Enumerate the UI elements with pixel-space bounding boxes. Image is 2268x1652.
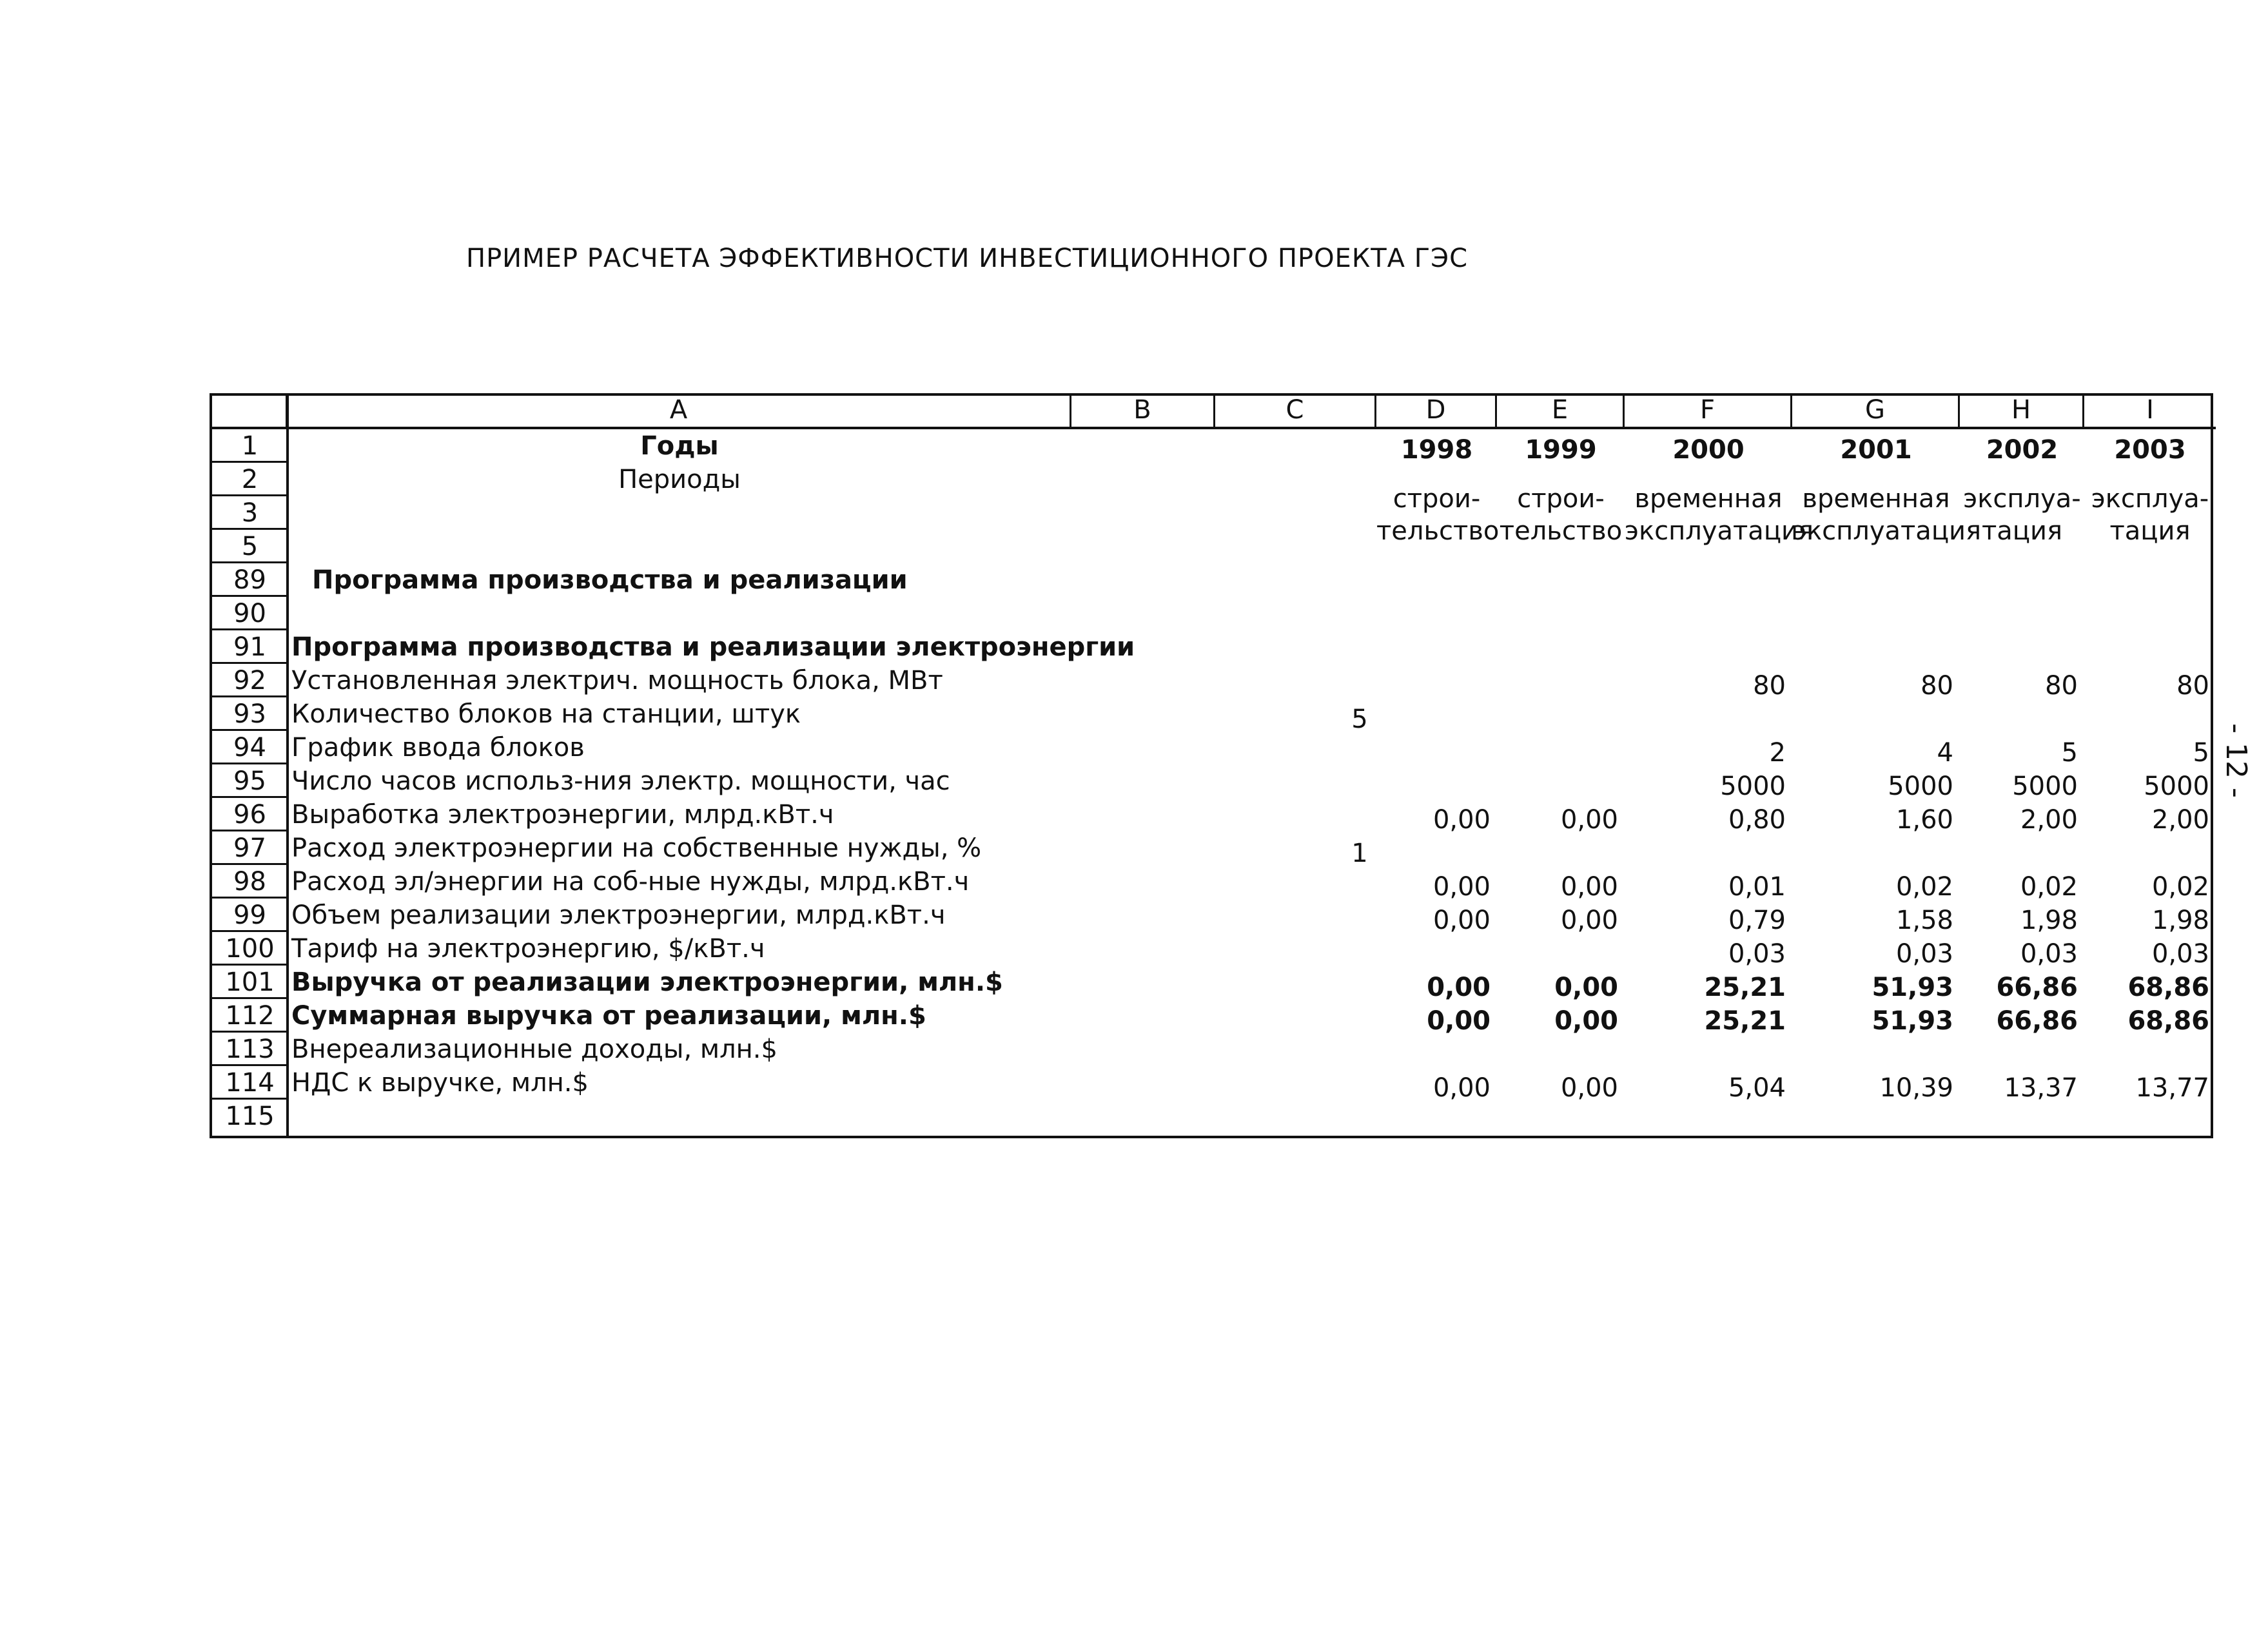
cell-i-100: 0,03 bbox=[2151, 939, 2209, 969]
cell-i-94: 5 bbox=[2193, 738, 2209, 768]
row-label-97: Расход электроэнергии на собственные нужды, % bbox=[291, 833, 982, 863]
cell-d-98: 0,00 bbox=[1432, 872, 1491, 902]
spreadsheet-table bbox=[210, 393, 2213, 1138]
row-number-96[interactable]: 96 bbox=[212, 798, 288, 831]
row-number-93[interactable]: 93 bbox=[212, 697, 288, 731]
cell-d-114: 0,00 bbox=[1432, 1073, 1491, 1103]
row-number-94[interactable]: 94 bbox=[212, 731, 288, 764]
period-line2-3: эксплуатация bbox=[1792, 516, 1982, 546]
cell-e-112: 0,00 bbox=[1554, 1006, 1618, 1036]
years-label: Годы bbox=[640, 431, 719, 461]
cell-i-98: 0,02 bbox=[2151, 872, 2209, 902]
cell-h-95: 5000 bbox=[2012, 772, 2078, 801]
row-label-98: Расход эл/энергии на соб-ные нужды, млрд.кВт.ч bbox=[291, 867, 970, 897]
page-number: - 12 - bbox=[2220, 723, 2253, 798]
cell-i-112: 68,86 bbox=[2127, 1006, 2209, 1036]
cell-i-95: 5000 bbox=[2144, 772, 2209, 801]
cell-h-101: 66,86 bbox=[1996, 973, 2078, 1002]
cell-f-112: 25,21 bbox=[1704, 1006, 1786, 1036]
row-label-101: Выручка от реализации электроэнергии, млн.$ bbox=[291, 967, 1003, 997]
cell-g-112: 51,93 bbox=[1872, 1006, 1953, 1036]
row-number-101[interactable]: 101 bbox=[212, 966, 288, 999]
cell-g-98: 0,02 bbox=[1895, 872, 1953, 902]
year-1998: 1998 bbox=[1400, 435, 1473, 465]
section-heading: Программа производства и реализации bbox=[312, 565, 908, 595]
cell-f-94: 2 bbox=[1769, 738, 1786, 768]
column-header-h[interactable]: H bbox=[1960, 396, 2084, 429]
row-label-92: Установленная электрич. мощность блока, МВт bbox=[291, 666, 943, 695]
row-number-115[interactable]: 115 bbox=[225, 1102, 275, 1131]
cell-i-114: 13,77 bbox=[2135, 1073, 2209, 1103]
row-label-96: Выработка электроэнергии, млрд.кВт.ч bbox=[291, 800, 834, 830]
period-line1-0: строи- bbox=[1393, 484, 1481, 514]
column-header-a[interactable]: A bbox=[288, 396, 1071, 429]
period-line2-1: тельство bbox=[1499, 516, 1623, 546]
cell-d-112: 0,00 bbox=[1427, 1006, 1491, 1036]
row-number-95[interactable]: 95 bbox=[212, 764, 288, 798]
cell-f-100: 0,03 bbox=[1728, 939, 1786, 969]
cell-i-99: 1,98 bbox=[2151, 906, 2209, 935]
column-header-g[interactable]: G bbox=[1792, 396, 1960, 429]
cell-h-98: 0,02 bbox=[2020, 872, 2078, 902]
row-number-113[interactable]: 113 bbox=[212, 1033, 288, 1066]
cell-i-101: 68,86 bbox=[2127, 973, 2209, 1002]
row-number-1[interactable]: 1 bbox=[212, 429, 288, 463]
cell-f-99: 0,79 bbox=[1728, 906, 1786, 935]
column-header-i[interactable]: I bbox=[2084, 396, 2216, 429]
cell-h-100: 0,03 bbox=[2020, 939, 2078, 969]
cell-f-101: 25,21 bbox=[1704, 973, 1786, 1002]
cell-h-94: 5 bbox=[2061, 738, 2078, 768]
cell-g-101: 51,93 bbox=[1872, 973, 1953, 1002]
corner-cell[interactable] bbox=[212, 396, 288, 429]
row-label-94: График ввода блоков bbox=[291, 733, 585, 763]
row-label-100: Тариф на электроэнергию, $/кВт.ч bbox=[291, 934, 765, 964]
cell-b-97: 1 bbox=[1351, 839, 1368, 868]
cell-d-96: 0,00 bbox=[1432, 805, 1491, 835]
row-number-90[interactable]: 90 bbox=[212, 597, 288, 630]
year-2002: 2002 bbox=[1986, 435, 2058, 465]
cell-g-94: 4 bbox=[1937, 738, 1953, 768]
cell-e-101: 0,00 bbox=[1554, 973, 1618, 1002]
cell-h-114: 13,37 bbox=[2004, 1073, 2078, 1103]
cell-e-114: 0,00 bbox=[1560, 1073, 1618, 1103]
cell-g-99: 1,58 bbox=[1895, 906, 1953, 935]
column-header-b[interactable]: B bbox=[1071, 396, 1215, 429]
row-number-91[interactable]: 91 bbox=[212, 630, 288, 664]
row-number-89[interactable]: 89 bbox=[212, 563, 288, 597]
row-label-114: НДС к выручке, млн.$ bbox=[291, 1068, 589, 1098]
cell-e-99: 0,00 bbox=[1560, 906, 1618, 935]
cell-d-101: 0,00 bbox=[1427, 973, 1491, 1002]
cell-g-114: 10,39 bbox=[1879, 1073, 1953, 1103]
row-label-112: Суммарная выручка от реализации, млн.$ bbox=[291, 1001, 926, 1031]
row-number-5[interactable]: 5 bbox=[212, 530, 288, 563]
cell-b-93: 5 bbox=[1351, 705, 1368, 734]
cell-h-92: 80 bbox=[2045, 671, 2078, 701]
row-number-3[interactable]: 3 bbox=[212, 496, 288, 530]
period-line2-2: эксплуатация bbox=[1625, 516, 1814, 546]
subsection-heading: Программа производства и реализации электроэнергии bbox=[291, 632, 1135, 662]
period-line1-2: временная bbox=[1634, 484, 1783, 514]
period-line1-5: эксплуа- bbox=[2091, 484, 2209, 514]
cell-g-96: 1,60 bbox=[1895, 805, 1953, 835]
year-2001: 2001 bbox=[1840, 435, 1912, 465]
cell-d-99: 0,00 bbox=[1432, 906, 1491, 935]
period-line2-0: тельство bbox=[1376, 516, 1500, 546]
row-number-114[interactable]: 114 bbox=[212, 1066, 288, 1100]
cell-h-96: 2,00 bbox=[2020, 805, 2078, 835]
period-line2-4: тация bbox=[1981, 516, 2063, 546]
year-2000: 2000 bbox=[1672, 435, 1745, 465]
cell-g-100: 0,03 bbox=[1895, 939, 1953, 969]
column-header-e[interactable]: E bbox=[1497, 396, 1625, 429]
page-title: ПРИМЕР РАСЧЕТА ЭФФЕКТИВНОСТИ ИНВЕСТИЦИОННОГО ПРОЕКТА ГЭС bbox=[465, 244, 1468, 273]
periods-label: Периоды bbox=[618, 465, 741, 494]
period-line1-4: эксплуа- bbox=[1963, 484, 2081, 514]
cell-e-96: 0,00 bbox=[1560, 805, 1618, 835]
row-label-99: Объем реализации электроэнергии, млрд.кВт.ч bbox=[291, 900, 946, 930]
cell-g-95: 5000 bbox=[1888, 772, 1953, 801]
row-number-100[interactable]: 100 bbox=[212, 932, 288, 966]
column-header-c[interactable]: C bbox=[1215, 396, 1376, 429]
period-line2-5: тация bbox=[2109, 516, 2191, 546]
cell-i-96: 2,00 bbox=[2151, 805, 2209, 835]
year-1999: 1999 bbox=[1525, 435, 1597, 465]
row-label-95: Число часов использ-ния электр. мощности, час bbox=[291, 766, 950, 796]
cell-g-92: 80 bbox=[1921, 671, 1953, 701]
cell-h-112: 66,86 bbox=[1996, 1006, 2078, 1036]
cell-f-95: 5000 bbox=[1720, 772, 1786, 801]
row-number-98[interactable]: 98 bbox=[212, 865, 288, 899]
column-header-d[interactable]: D bbox=[1376, 396, 1497, 429]
cell-f-114: 5,04 bbox=[1728, 1073, 1786, 1103]
cell-h-99: 1,98 bbox=[2020, 906, 2078, 935]
column-header-f[interactable]: F bbox=[1625, 396, 1792, 429]
cell-f-96: 0,80 bbox=[1728, 805, 1786, 835]
row-number-92[interactable]: 92 bbox=[212, 664, 288, 697]
period-line1-1: строи- bbox=[1517, 484, 1605, 514]
period-line1-3: временная bbox=[1802, 484, 1950, 514]
row-number-99[interactable]: 99 bbox=[212, 899, 288, 932]
cell-f-98: 0,01 bbox=[1728, 872, 1786, 902]
row-label-93: Количество блоков на станции, штук bbox=[291, 699, 801, 729]
row-label-113: Внереализационные доходы, млн.$ bbox=[291, 1035, 777, 1064]
cell-i-92: 80 bbox=[2176, 671, 2209, 701]
cell-f-92: 80 bbox=[1753, 671, 1786, 701]
row-number-2[interactable]: 2 bbox=[212, 463, 288, 496]
row-number-112[interactable]: 112 bbox=[212, 999, 288, 1033]
row-number-97[interactable]: 97 bbox=[212, 831, 288, 865]
year-2003: 2003 bbox=[2114, 435, 2186, 465]
cell-e-98: 0,00 bbox=[1560, 872, 1618, 902]
